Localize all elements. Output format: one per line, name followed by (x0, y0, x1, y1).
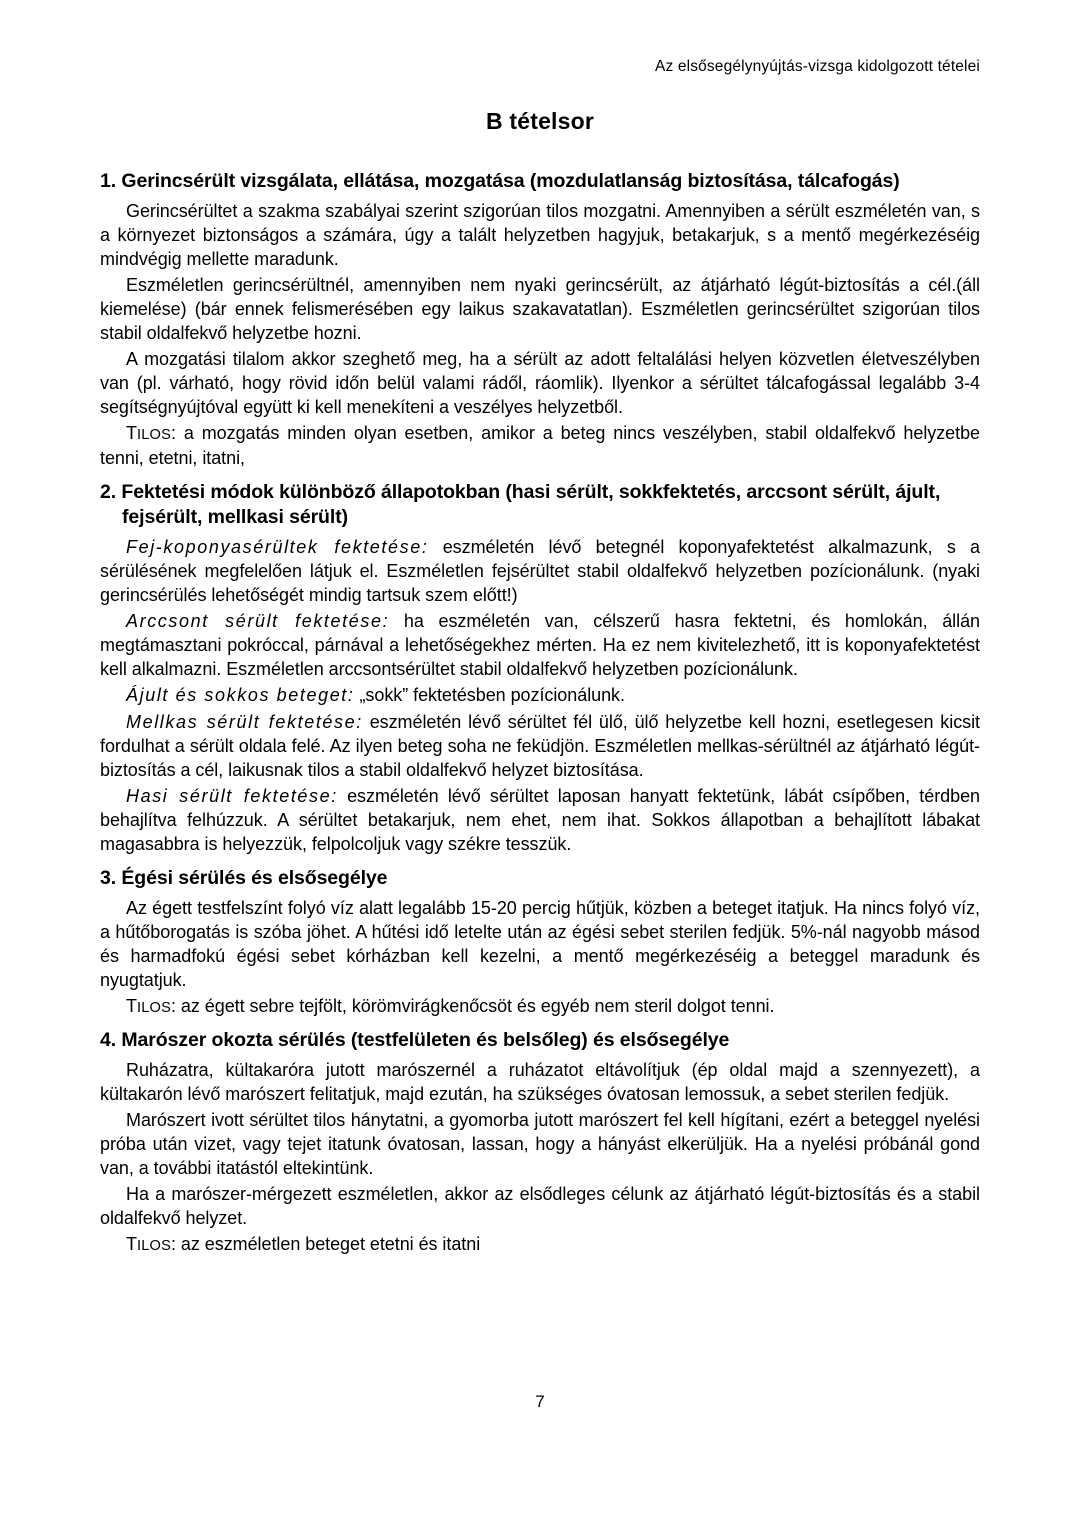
paragraph (100, 994, 980, 1018)
prohibition-label-rest: ILOS (136, 1238, 172, 1255)
section-heading-4: 4. Marószer okozta sérülés (testfelületen és belsőleg) és elsősegélye (100, 1029, 730, 1052)
paragraph (100, 199, 980, 271)
paragraph-text: Ruházatra, kültakaróra jutott marószernél a ruházatot eltávolítjuk (ép oldal majd a szennyezett), a kültakarón lévő marószert felitatjuk, majd ezután, ha szükséges óvatosan lemossuk, a sebet sterilen fedjük. (100, 1059, 980, 1104)
prohibition-label-rest: ILOS (136, 427, 172, 444)
prohibition-label-initial: T (126, 995, 137, 1016)
paragraph-text: „sokk” fektetésben pozícionálunk. (354, 685, 625, 706)
section-heading-2: 2. Fektetési módok különböző állapotokban (hasi sérült, sokkfektetés, arccsont sérült, ájult, fejsérült, mellkasi sérült) (100, 480, 941, 529)
paragraph-text: eszméletén lévő sérültet fél ülő, ülő helyzetbe kell hozni, esetlegesen kicsit fordulhat a sérült oldala felé. Az ilyen beteg soha ne feküdjön. Eszméletlen mellkas-sérültnél az átjárható légút-biztosítás a cél, laikusnak tilos a stabil oldalfekvő helyzet biztosítása. (100, 711, 980, 780)
paragraph-text: Ha a marószer-mérgezett eszméletlen, akkor az elsődleges célunk az átjárható légút-biztosítás és a stabil oldalfekvő helyzet. (100, 1184, 980, 1229)
paragraph (100, 710, 980, 782)
run-in-heading: Hasi sérült fektetése: (126, 785, 338, 806)
paragraph (100, 1182, 980, 1230)
paragraph-text: : az égett sebre tejfölt, körömvirágkenőcsöt és egyéb nem steril dolgot tenni. (171, 995, 775, 1016)
paragraph (100, 1108, 980, 1180)
paragraph (100, 1232, 980, 1256)
document-body (100, 108, 980, 1267)
page-title: B tételsor (485, 108, 595, 134)
page-number: 7 (535, 1392, 545, 1411)
paragraph (100, 896, 980, 992)
prohibition-label-initial: T (126, 423, 137, 444)
paragraph-text: Eszméletlen gerincsérültnél, amennyiben nem nyaki gerincsérült, az átjárható légút-biztosítás a cél.(áll kiemelése) (bár ennek felismerésében egy laikus szakavatatlan). Eszméletlen gerincsérültet szigorúan tilos stabil oldalfekvő helyzetbe hozni. (100, 274, 980, 343)
running-head: Az elsősegélynyújtás-vizsga kidolgozott tételei (655, 58, 980, 75)
run-in-heading: Fej-koponyasérültek fektetése: (126, 537, 429, 558)
paragraph (100, 1058, 980, 1106)
prohibition-label-initial: T (126, 1234, 137, 1255)
paragraph-text: : az eszméletlen beteget etetni és itatni (171, 1234, 481, 1255)
paragraph (100, 347, 980, 419)
prohibition-label-rest: ILOS (136, 999, 172, 1016)
sections-container (100, 169, 980, 1257)
paragraph (100, 784, 980, 856)
paragraph-text: Marószert ivott sérültet tilos hánytatni, a gyomorba jutott marószert fel kell hígítani, ezért a beteggel nyelési próba után vizet, vagy tejet itatunk óvatosan, lassan, hogy a hányást elkerüljük. Ha a nyelési próbánál gond van, a további itatástól eltekintünk. (100, 1110, 980, 1179)
run-in-heading: Ájult és sokkos beteget: (126, 685, 355, 706)
paragraph-text: eszméletén lévő betegnél koponyafektetést alkalmazunk, s a sérülésének megfelelően látjuk el. Eszméletlen fejsérültet stabil oldalfekvő helyzetben pozícionálunk. (nyaki gerincsérülés lehetőségét mindig tartsuk szem előtt!) (100, 537, 980, 606)
run-in-heading: Arccsont sérült fektetése: (126, 611, 390, 632)
section-heading-1: 1. Gerincsérült vizsgálata, ellátása, mozgatása (mozdulatlanság biztosítása, tálcafogás) (100, 170, 900, 192)
section-heading-3: 3. Égési sérülés és elsősegélye (100, 866, 388, 889)
paragraph (100, 273, 980, 345)
run-in-heading: Mellkas sérült fektetése: (126, 711, 363, 732)
paragraph-text: : a mozgatás minden olyan esetben, amikor a beteg nincs veszélyben, stabil oldalfekvő helyzetbe tenni, etetni, itatni, (100, 423, 980, 468)
paragraph-text: A mozgatási tilalom akkor szeghető meg, ha a sérült az adott feltalálási helyen közvetlen életveszélyben van (pl. várható, hogy rövid időn belül valami rádől, ráomlik). Ilyenkor a sérültet tálcafogással legalább 3-4 segítségnyújtóval együtt ki kell menekíteni a veszélyes helyzetből. (100, 349, 980, 418)
paragraph (100, 421, 980, 469)
paragraph (100, 535, 980, 607)
paragraph (100, 683, 980, 707)
paragraph-text: ha eszméletén van, célszerű hasra fektetni, és homlokán, állán megtámasztani pokróccal, párnával a lehetőségekhez mérten. Ha ez nem kivitelezhető, itt is koponyafektetést kell alkalmazni. Eszméletlen arccsontsérültet stabil oldalfekvő helyzetben pozícionálunk. (100, 611, 981, 680)
paragraph-text: Az égett testfelszínt folyó víz alatt legalább 15-20 percig hűtjük, közben a beteget itatjuk. Ha nincs folyó víz, a hűtőborogatás is szóba jöhet. A hűtési idő letelte után az égési sebet sterilen fedjük. 5%-nál nagyobb másod és harmadfokú égési sebet kórházban kell kezelni, a mentő megérkezéséig a beteggel maradunk és nyugtatjuk. (100, 897, 980, 990)
paragraph-text: Gerincsérültet a szakma szabályai szerint szigorúan tilos mozgatni. Amennyiben a sérült eszméletén van, s a környezet biztonságos a számára, úgy a talált helyzetben hagyjuk, betakarjuk, s a mentő megérkezéséig mindvégig mellette maradunk. (100, 200, 980, 269)
paragraph-text: eszméletén lévő sérültet laposan hanyatt fektetünk, lábát csípőben, térdben behajlítva felhúzzuk. A sérültet betakarjuk, nem ehet, nem ihat. Sokkos állapotban a behajlított lábakat magasabbra is helyezzük, felpolcoljuk vagy székre tesszük. (100, 785, 980, 854)
paragraph (100, 609, 980, 681)
